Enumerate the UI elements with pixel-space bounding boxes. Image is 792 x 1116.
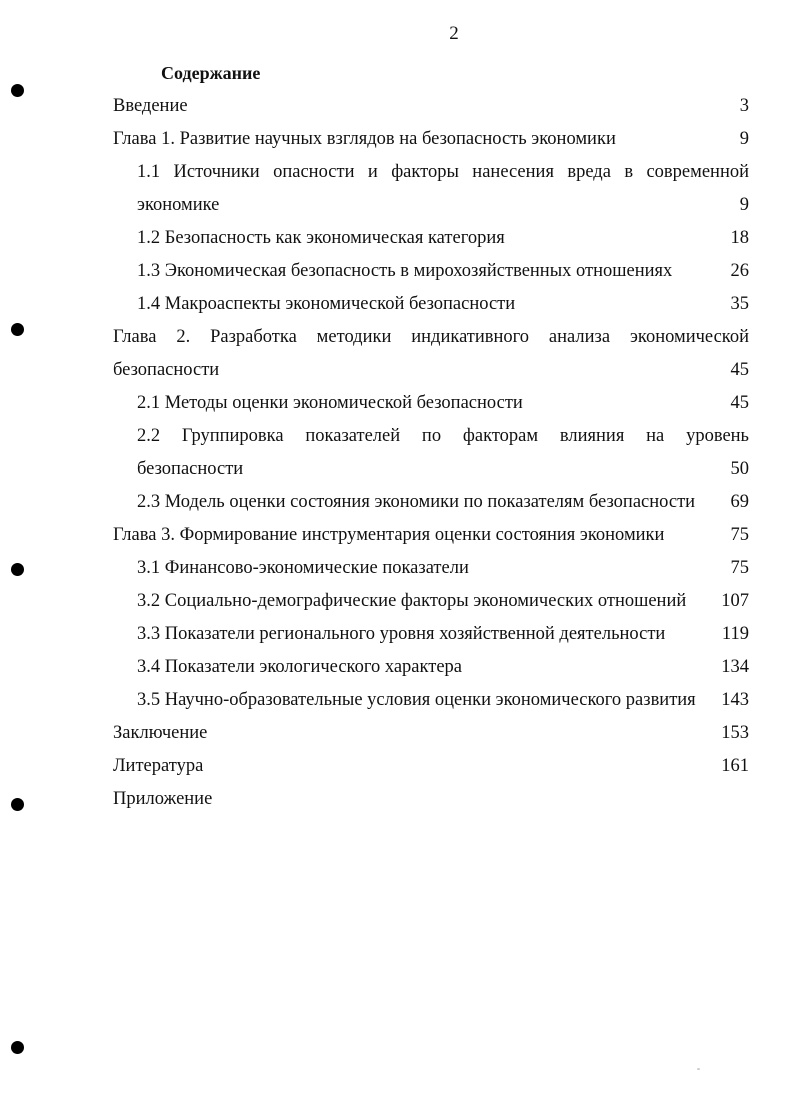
toc-entry-2-2-line1: 2.2 Группировка показателей по факторам влияния на уровень	[137, 426, 749, 446]
toc-entry-page: 119	[721, 624, 749, 644]
toc-entry-page: 35	[730, 294, 749, 314]
punch-hole-2	[11, 323, 24, 336]
toc-entry-label: 1.2 Безопасность как экономическая категория	[137, 228, 505, 248]
toc-entry-3-2	[137, 589, 749, 613]
toc-entry-1-3	[137, 259, 749, 283]
toc-entry-chapter-2-line2	[113, 358, 749, 382]
toc-entry-label: 1.3 Экономическая безопасность в мирохозяйственных отношениях	[137, 261, 673, 281]
toc-entry-page: 75	[730, 525, 749, 545]
toc-entry-label: Литература	[113, 756, 204, 776]
toc-entry-label: экономике	[137, 195, 220, 215]
punch-hole-1	[11, 84, 24, 97]
toc-entry-page: 161	[721, 756, 749, 776]
punch-hole-4	[11, 798, 24, 811]
toc-entry-page: 134	[721, 657, 749, 677]
toc-entry-page: 45	[730, 393, 749, 413]
toc-entry-2-1	[137, 391, 749, 415]
punch-hole-5	[11, 1041, 24, 1054]
toc-entry-page: 3	[739, 96, 749, 116]
toc-entry-label: Введение	[113, 96, 188, 116]
toc-entry-page: 69	[730, 492, 749, 512]
toc-entry-2-3	[137, 490, 749, 514]
toc-entry-chapter-3	[113, 523, 749, 547]
toc-entry-conclusion	[113, 721, 749, 745]
toc-entry-3-5	[137, 688, 749, 712]
page-number: 2	[449, 23, 459, 44]
toc-entry-page: 26	[730, 261, 749, 281]
scan-speck	[697, 1068, 700, 1070]
toc-entry-page: 9	[739, 129, 749, 149]
toc-entry-1-2	[137, 226, 749, 250]
toc-entry-2-2-line2	[137, 457, 749, 481]
punch-hole-3	[11, 563, 24, 576]
toc-entry-label: безопасности	[137, 459, 244, 479]
toc-entry-page: 9	[739, 195, 749, 215]
toc-entry-label: 3.2 Социально-демографические факторы экономических отношений	[137, 591, 687, 611]
toc-entry-page: 50	[730, 459, 749, 479]
toc-entry-appendix	[113, 787, 749, 811]
toc-entry-label: Глава 1. Развитие научных взглядов на безопасность экономики	[113, 129, 616, 149]
toc-entry-label: 3.4 Показатели экологического характера	[137, 657, 463, 677]
toc-entry-label: 2.1 Методы оценки экономической безопасности	[137, 393, 523, 413]
toc-entry-page: 153	[721, 723, 749, 743]
toc-entry-chapter-2-line1: Глава 2. Разработка методики индикативного анализа экономической	[113, 327, 749, 347]
toc-entry-label: 3.5 Научно-образовательные условия оценки экономического развития	[137, 690, 696, 710]
toc-entry-1-1-line1: 1.1 Источники опасности и факторы нанесения вреда в современной	[137, 162, 749, 182]
toc-entry-label: Приложение	[113, 789, 213, 809]
toc-entry-3-3	[137, 622, 749, 646]
toc-title: Содержание	[161, 63, 261, 83]
toc-entry-page: 75	[730, 558, 749, 578]
toc-entry-page: 107	[721, 591, 749, 611]
toc-entry-page: 45	[730, 360, 749, 380]
toc-entry-label: 1.4 Макроаспекты экономической безопасности	[137, 294, 516, 314]
toc-entry-1-1-line2	[137, 193, 749, 217]
toc-entry-label: безопасности	[113, 360, 220, 380]
toc-entry-page: 143	[721, 690, 749, 710]
toc-entry-chapter-1	[113, 127, 749, 151]
toc-entry-introduction	[113, 94, 749, 118]
toc-entry-references	[113, 754, 749, 778]
toc-entry-1-4	[137, 292, 749, 316]
toc-entry-3-1	[137, 556, 749, 580]
toc-entry-page: 18	[730, 228, 749, 248]
toc-entry-label: 3.1 Финансово-экономические показатели	[137, 558, 469, 578]
toc-entry-label: Заключение	[113, 723, 208, 743]
toc-entry-label: 3.3 Показатели регионального уровня хозяйственной деятельности	[137, 624, 666, 644]
toc-entry-label: 2.3 Модель оценки состояния экономики по показателям безопасности	[137, 492, 696, 512]
toc-entry-3-4	[137, 655, 749, 679]
toc-entry-label: Глава 3. Формирование инструментария оценки состояния экономики	[113, 525, 665, 545]
